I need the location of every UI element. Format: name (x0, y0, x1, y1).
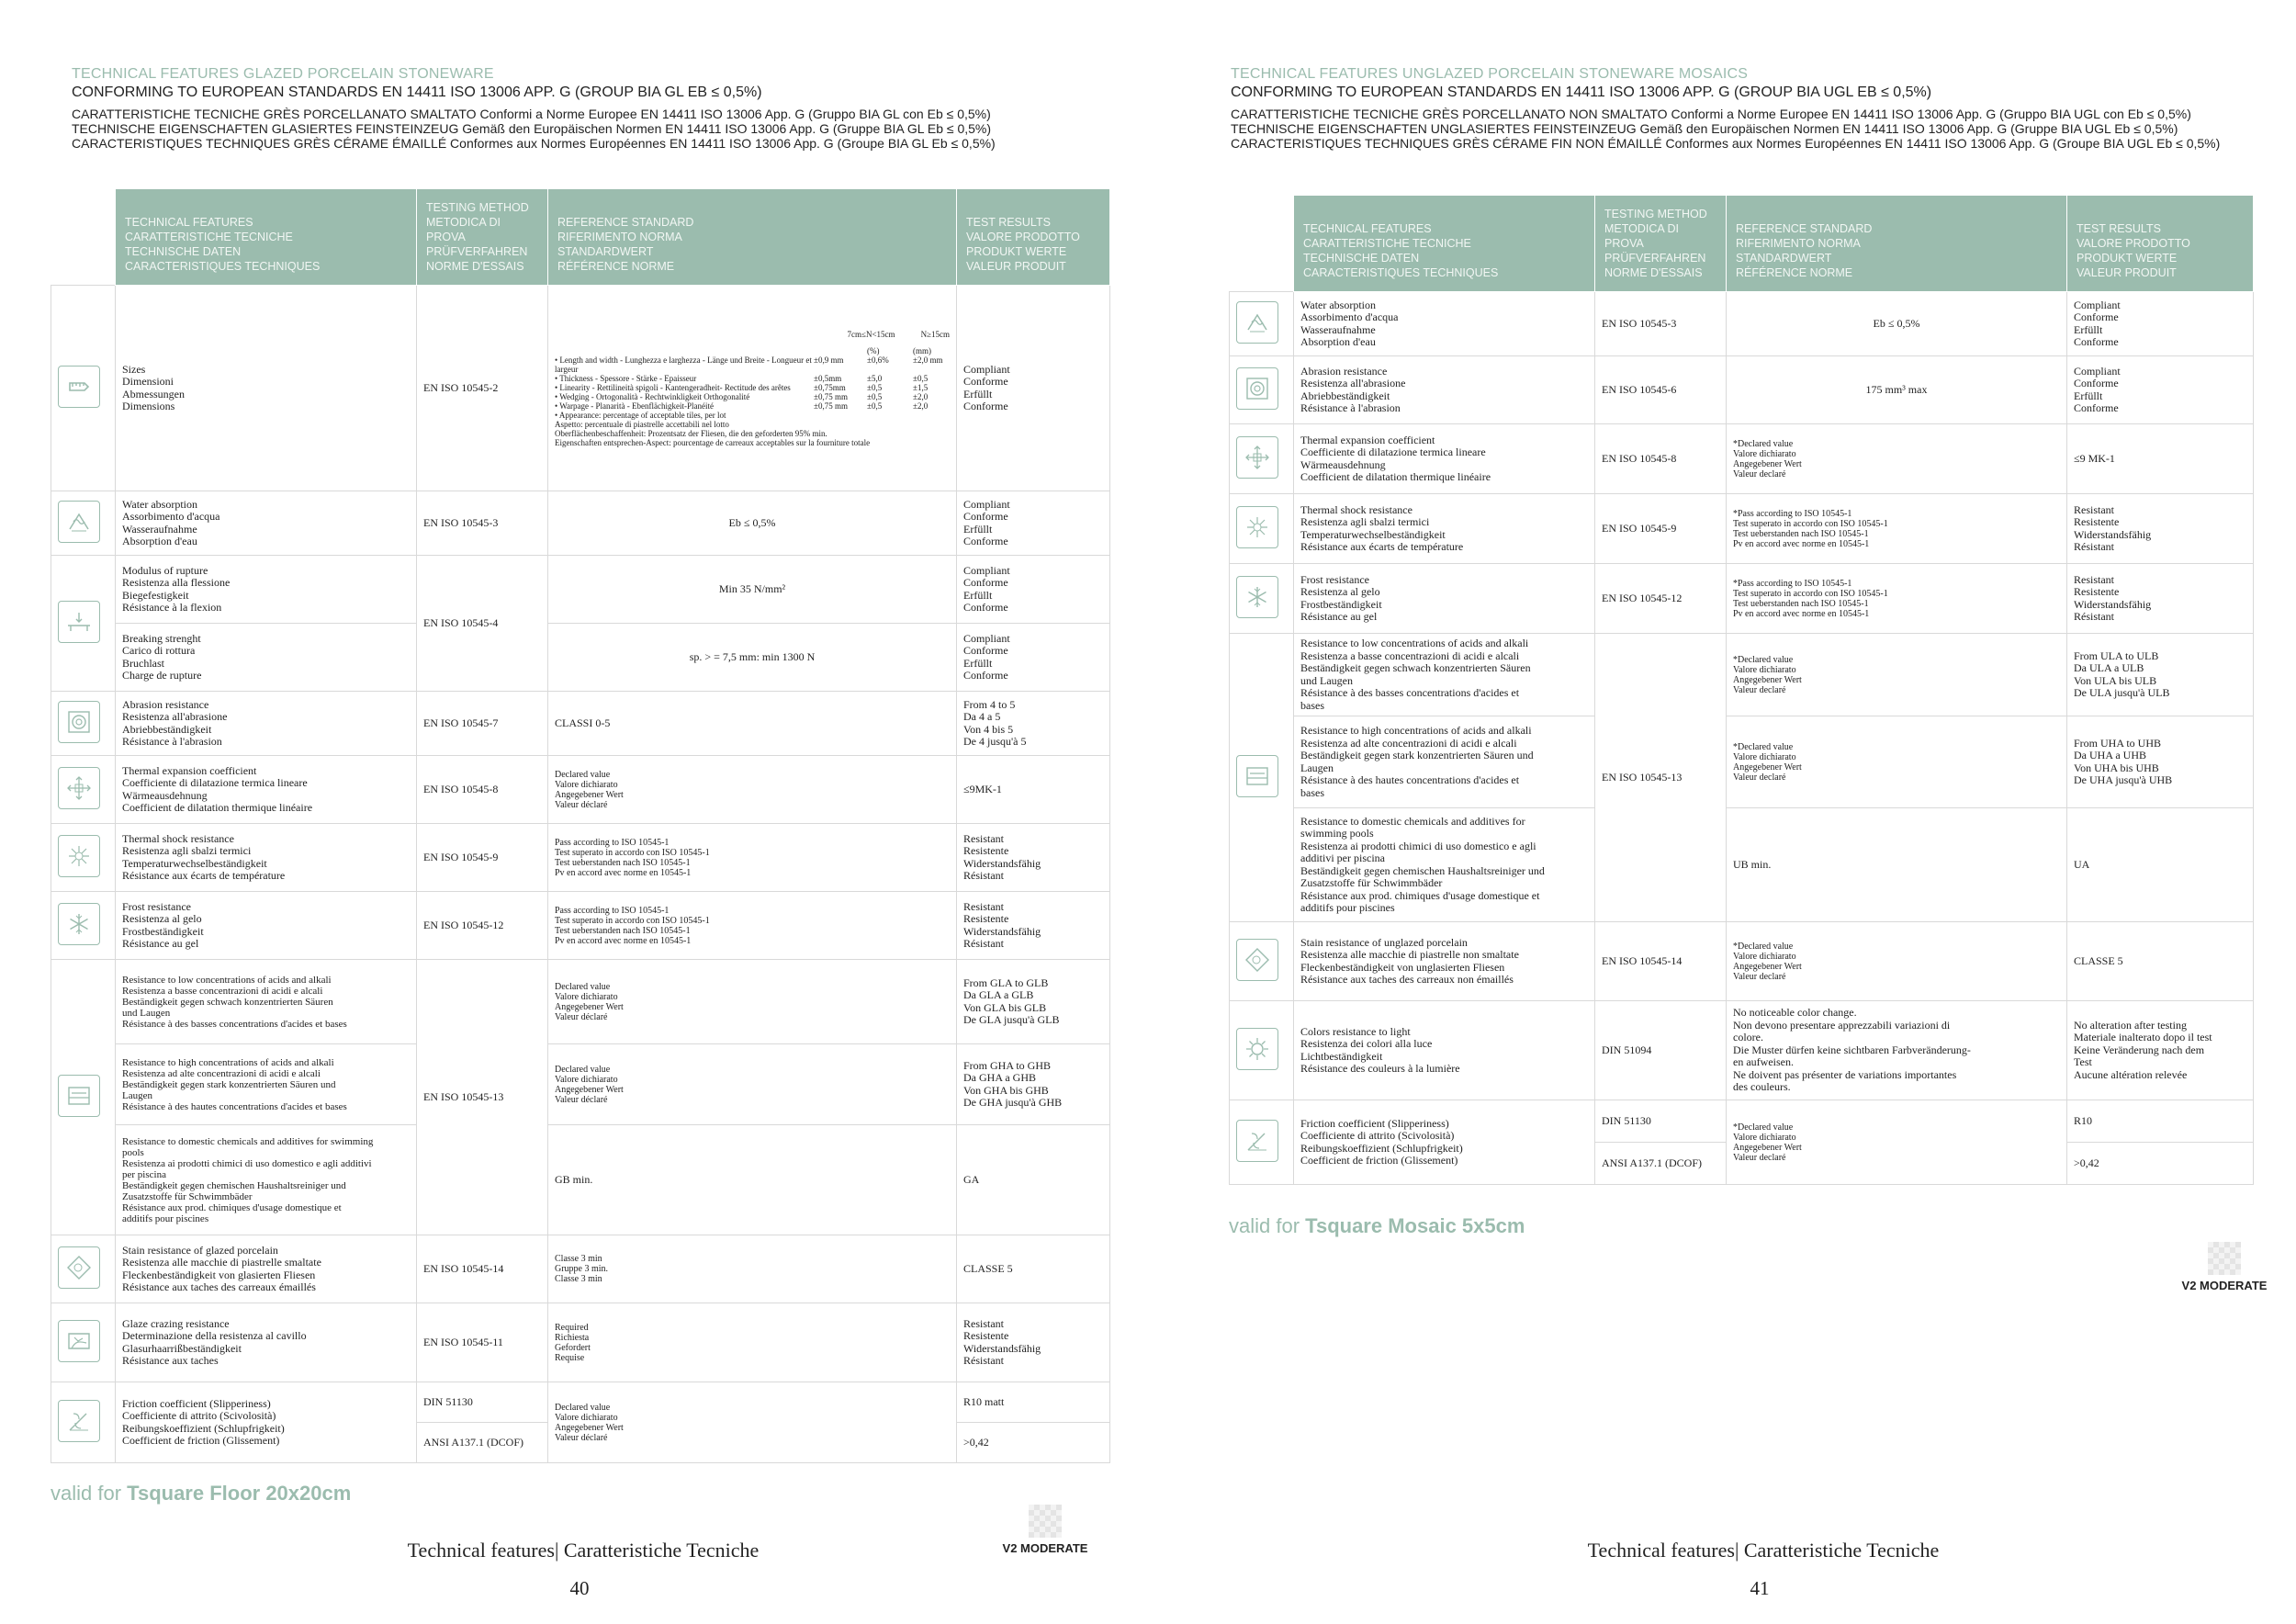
sizes-row: • Thickness - Spessore - Stärke - Epaisseur ±0,5mm ±5,0 ±0,5 (555, 373, 929, 383)
row-result-2: >0,42 (957, 1423, 1110, 1463)
row-result: ≤9MK-1 (957, 756, 1110, 824)
row-standard: sp. > = 7,5 mm: min 1300 N (548, 624, 957, 692)
row-result: From ULA to ULB Da ULA a ULB Von ULA bis ULB De ULA jusqu'à ULB (2067, 634, 2254, 716)
row-result: From GLA to GLB Da GLA a GLB Von GLA bis GLB De GLA jusqu'à GLB (957, 960, 1110, 1044)
right-header-line-de: TECHNISCHE EIGENSCHAFTEN UNGLASIERTES FEINSTEINZEUG Gemäß den Europäischen Normen EN 14411 ISO 13006 App. G (Gruppe BIA UGL Eb ≤ 0,5%) (1231, 121, 2178, 136)
friction-icon (58, 1400, 100, 1442)
row-method: EN ISO 10545-14 (1595, 922, 1727, 1001)
right-valid-for (1229, 1214, 1525, 1238)
row-standard: *Pass according to ISO 10545-1 Test superato in accordo con ISO 10545-1 Test ueberstanden nach ISO 10545-1 Pv en accord avec norme en 10545-1 (1727, 564, 2067, 634)
sizes-row: • Warpage - Planarità - Ebenflächigkeit-Planéité ±0,75 mm ±0,5 ±2,0 (555, 400, 929, 411)
row-feature: Stain resistance of glazed porcelain Resistenza alle macchie di piastrelle smaltate Fleckenbeständigkeit von glasierten Fliesen Résistance aux taches des carreaux émaillés (116, 1235, 417, 1303)
right-header-line-it: CARATTERISTICHE TECNICHE GRÈS PORCELLANATO NON SMALTATO Conformi a Norme Europee EN 14411 ISO 13006 App. G (Gruppo BIA UGL con Eb ≤ 0,5%) (1231, 107, 2191, 121)
row-method: EN ISO 10545-9 (1595, 494, 1727, 564)
sizes-head-1: 7cm≤N<15cm (847, 329, 895, 339)
sizes-appearance: • Appearance: percentage of acceptable tiles, per lot Aspetto: percentuale di piastrelle accettabili nel lotto Oberflächenbeschaffenheit: Prozentsatz der Fliesen, die den geforderten 95% min. Eigenschaften entsprechen-Aspect: pourcentage de carreaux acceptables sur la fourniture totale (555, 410, 871, 447)
row-method: EN ISO 10545-13 (1595, 634, 1727, 922)
row-method: DIN 51130 (1595, 1100, 1727, 1143)
right-technical-table (1229, 195, 2254, 1185)
row-standard: No noticeable color change. Non devono presentare apprezzabili variazioni di colore. Die Muster dürfen keine sichtbaren Farbveränderung- en aufweisen. Ne doivent pas présenter de variations importantes des couleurs. (1727, 1001, 2067, 1100)
row-method: EN ISO 10545-14 (417, 1235, 548, 1303)
row-feature: Friction coefficient (Slipperiness) Coefficiente di attrito (Scivolosità) Reibungskoeffizient (Schlupfrigkeit) Coefficient de friction (Glissement) (116, 1382, 417, 1463)
chemical-resistance-icon (1236, 755, 1278, 797)
row-method: EN ISO 10545-8 (417, 756, 548, 824)
row-feature: Resistance to low concentrations of acids and alkali Resistenza a basse concentrazioni di acidi e alcali Beständigkeit gegen schwach konzentrierten Säuren und Laugen Résistance à des basses concentrations d'acides et bases (1294, 634, 1595, 716)
frost-icon (58, 903, 100, 945)
row-feature: Resistance to high concentrations of acids and alkali Resistenza ad alte concentrazioni di acidi e alcali Beständigkeit gegen stark konzentrierten Säuren und Laugen Résistance à des hautes concentrations d'acides et bases (1294, 716, 1595, 808)
row-result: Compliant Conforme Erfüllt Conforme (957, 491, 1110, 556)
right-footer-title: Technical features| Caratteristiche Tecniche (1587, 1539, 1940, 1562)
row-feature: Thermal shock resistance Resistenza agli sbalzi termici Temperaturwechselbeständigkeit Résistance aux écarts de température (116, 824, 417, 892)
flexion-icon (58, 601, 100, 643)
badge-pattern-icon (1029, 1505, 1062, 1538)
row-feature: Resistance to domestic chemicals and additives for swimming pools Resistenza ai prodotti chimici di uso domestico e agli additivi per piscina Beständigkeit gegen chemischen Haushaltsreiniger und Zusatzstoffe für Schwimmbäder Résistance aux prod. chimiques d'usage domestique et additifs pour piscines (1294, 808, 1595, 922)
row-method: EN ISO 10545-3 (1595, 292, 1727, 356)
abrasion-icon (58, 701, 100, 743)
row-result: R10 matt (957, 1382, 1110, 1423)
left-header (72, 66, 1109, 151)
row-sizes-method: EN ISO 10545-2 (417, 286, 548, 491)
row-feature: Colors resistance to light Resistenza dei colori alla luce Lichtbeständigkeit Résistance des couleurs à la lumière (1294, 1001, 1595, 1100)
row-standard: *Declared value Valore dichiarato Angegebener Wert Valeur declaré (1727, 634, 2067, 716)
row-feature: Resistance to domestic chemicals and additives for swimming pools Resistenza ai prodotti chimici di uso domestico e agli additivi per piscina Beständigkeit gegen chemischen Haushaltsreiniger und Zusatzstoffe für Schwimmbäder Résistance aux prod. chimiques d'usage domestique et additifs pour piscines (116, 1125, 417, 1235)
thermal-shock-icon (58, 835, 100, 877)
row-feature: Friction coefficient (Slipperiness) Coefficiente di attrito (Scivolosità) Reibungskoeffizient (Schlupfrigkeit) Coefficient de friction (Glissement) (1294, 1100, 1595, 1185)
right-header-line-fr: CARACTERISTIQUES TECHNIQUES GRÈS CÉRAME FIN NON ÉMAILLÉ Conformes aux Normes Européennes EN 14411 ISO 13006 App. G (Groupe BIA UGL Eb ≤ 0,5%) (1231, 136, 2221, 151)
row-method: EN ISO 10545-12 (417, 892, 548, 960)
row-result: ≤9 MK-1 (2067, 424, 2254, 494)
thermal-expansion-icon (1236, 436, 1278, 479)
left-header-subtitle: TECHNICAL FEATURES GLAZED PORCELAIN STONEWARE (72, 66, 494, 82)
sizes-unit-1: (%) (867, 345, 880, 355)
row-feature: Water absorption Assorbimento d'acqua Wasseraufnahme Absorption d'eau (1294, 292, 1595, 356)
left-footer-title: Technical features| Caratteristiche Tecniche (407, 1539, 760, 1562)
row-feature: Glaze crazing resistance Determinazione della resistenza al cavillo Glasurhaarrißbeständigkeit Résistance aux taches (116, 1303, 417, 1382)
row-standard: Eb ≤ 0,5% (548, 491, 957, 556)
row-feature: Frost resistance Resistenza al gelo Frostbeständigkeit Résistance au gel (116, 892, 417, 960)
row-feature: Frost resistance Resistenza al gelo Frostbeständigkeit Résistance au gel (1294, 564, 1595, 634)
sizes-head-2: N≥15cm (920, 329, 950, 339)
valid-product: Tsquare Floor 20x20cm (127, 1482, 352, 1505)
row-method: EN ISO 10545-3 (417, 491, 548, 556)
water-drop-icon (58, 501, 100, 543)
right-header-subtitle: TECHNICAL FEATURES UNGLAZED PORCELAIN STONEWARE MOSAICS (1231, 66, 1749, 82)
row-result: Compliant Conforme Erfüllt Conforme (2067, 292, 2254, 356)
row-standard: Required Richiesta Gefordert Requise (548, 1303, 957, 1382)
left-header-line-it: CARATTERISTICHE TECNICHE GRÈS PORCELLANATO SMALTATO Conformi a Norme Europee EN 14411 ISO 13006 App. G (Gruppo BIA GL con Eb ≤ 0,5%) (72, 107, 991, 121)
row-result: Resistant Resistente Widerstandsfähig Résistant (957, 824, 1110, 892)
row-result: UA (2067, 808, 2254, 922)
sizes-row: • Length and width - Lunghezza e larghezza - Länge und Breite - Longueur et largeur ±0,9 mm ±0,6% ±2,0 mm (555, 355, 943, 374)
row-method-2: ANSI A137.1 (DCOF) (417, 1423, 548, 1463)
valid-product: Tsquare Mosaic 5x5cm (1305, 1214, 1525, 1237)
row-method: EN ISO 10545-6 (1595, 356, 1727, 424)
row-result: R10 (2067, 1100, 2254, 1143)
row-result: Resistant Resistente Widerstandsfähig Résistant (2067, 494, 2254, 564)
row-result: GA (957, 1125, 1110, 1235)
ruler-icon (58, 366, 100, 408)
row-standard: CLASSI 0-5 (548, 692, 957, 756)
thermal-expansion-icon (58, 767, 100, 809)
row-standard: UB min. (1727, 808, 2067, 922)
left-header-line-fr: CARACTERISTIQUES TECHNIQUES GRÈS CÉRAME ÉMAILLÉ Conformes aux Normes Européennes EN 14411 ISO 13006 App. G (Groupe BIA GL Eb ≤ 0,5%) (72, 136, 996, 151)
left-header-line-de: TECHNISCHE EIGENSCHAFTEN GLASIERTES FEINSTEINZEUG Gemäß den Europäischen Normen EN 14411 ISO 13006 App. G (Gruppe BIA GL Eb ≤ 0,5%) (72, 121, 992, 136)
row-method: EN ISO 10545-13 (417, 960, 548, 1235)
row-method: EN ISO 10545-7 (417, 692, 548, 756)
row-method: DIN 51130 (417, 1382, 548, 1423)
left-technical-table (51, 188, 1110, 1463)
badge-pattern-icon (2208, 1242, 2241, 1275)
col-header-standard: REFERENCE STANDARD RIFERIMENTO NORMA STANDARDWERT RÉFÉRENCE NORME (1727, 196, 2067, 292)
table-corner (51, 189, 116, 286)
row-standard: *Declared value Valore dichiarato Angegebener Wert Valeur declaré (1727, 716, 2067, 808)
row-feature: Breaking strenght Carico di rottura Bruchlast Charge de rupture (116, 624, 417, 692)
col-header-method: TESTING METHOD METODICA DI PROVA PRÜFVERFAHREN NORME D'ESSAIS (1595, 196, 1727, 292)
right-emission-badge (2174, 1242, 2275, 1292)
row-result: From GHA to GHB Da GHA a GHB Von GHA bis GHB De GHA jusqu'à GHB (957, 1044, 1110, 1125)
left-header-title: CONFORMING TO EUROPEAN STANDARDS EN 14411 ISO 13006 APP. G (GROUP BIA GL EB ≤ 0,5%) (72, 85, 762, 100)
row-feature: Water absorption Assorbimento d'acqua Wasseraufnahme Absorption d'eau (116, 491, 417, 556)
row-feature: Thermal shock resistance Resistenza agli sbalzi termici Temperaturwechselbeständigkeit Résistance aux écarts de température (1294, 494, 1595, 564)
row-sizes-result: Compliant Conforme Erfüllt Conforme (957, 286, 1110, 491)
row-standard: GB min. (548, 1125, 957, 1235)
stain-resistance-icon (58, 1246, 100, 1289)
right-header-title: CONFORMING TO EUROPEAN STANDARDS EN 14411 ISO 13006 APP. G (GROUP BIA UGL EB ≤ 0,5%) (1231, 85, 1932, 100)
row-standard: Declared value Valore dichiarato Angegebener Wert Valeur déclaré (548, 960, 957, 1044)
left-emission-badge (995, 1505, 1096, 1555)
row-standard: *Pass according to ISO 10545-1 Test superato in accordo con ISO 10545-1 Test ueberstanden nach ISO 10545-1 Pv en accord avec norme en 10545-1 (1727, 494, 2067, 564)
row-result: Resistant Resistente Widerstandsfähig Résistant (957, 1303, 1110, 1382)
row-standard: *Declared value Valore dichiarato Angegebener Wert Valeur declaré (1727, 1100, 2067, 1185)
row-standard: Pass according to ISO 10545-1 Test superato in accordo con ISO 10545-1 Test ueberstanden nach ISO 10545-1 Pv en accord avec norme en 10545-1 (548, 892, 957, 960)
col-header-features: TECHNICAL FEATURES CARATTERISTICHE TECNICHE TECHNISCHE DATEN CARACTERISTIQUES TECHNIQUES (1294, 196, 1595, 292)
row-standard: Pass according to ISO 10545-1 Test superato in accordo con ISO 10545-1 Test ueberstanden nach ISO 10545-1 Pv en accord avec norme en 10545-1 (548, 824, 957, 892)
sun-light-icon (1236, 1028, 1278, 1070)
row-result: No alteration after testing Materiale inalterato dopo il test Keine Veränderung nach dem Test Aucune altération relevée (2067, 1001, 2254, 1100)
col-header-method: TESTING METHOD METODICA DI PROVA PRÜFVERFAHREN NORME D'ESSAIS (417, 189, 548, 286)
row-standard: Declared value Valore dichiarato Angegebener Wert Valeur déclaré (548, 1044, 957, 1125)
abrasion-icon (1236, 367, 1278, 410)
row-method: DIN 51094 (1595, 1001, 1727, 1100)
sizes-unit-2: (mm) (913, 345, 931, 355)
row-method-2: ANSI A137.1 (DCOF) (1595, 1143, 1727, 1185)
row-standard: *Declared value Valore dichiarato Angegebener Wert Valeur declaré (1727, 922, 2067, 1001)
row-result: Resistant Resistente Widerstandsfähig Résistant (957, 892, 1110, 960)
row-method: EN ISO 10545-11 (417, 1303, 548, 1382)
row-feature: Thermal expansion coefficient Coefficiente di dilatazione termica lineare Wärmeausdehnung Coefficient de dilatation thermique linéaire (116, 756, 417, 824)
row-standard: 175 mm³ max (1727, 356, 2067, 424)
row-feature: Abrasion resistance Resistenza all'abrasione Abriebbeständigkeit Résistance à l'abrasion (116, 692, 417, 756)
row-standard: Declared value Valore dichiarato Angegebener Wert Valeur déclaré (548, 756, 957, 824)
row-feature: Resistance to low concentrations of acids and alkali Resistenza a basse concentrazioni di acidi e alcali Beständigkeit gegen schwach konzentrierten Säuren und Laugen Résistance à des basses concentrations d'acides et bases (116, 960, 417, 1044)
row-standard: Declared value Valore dichiarato Angegebener Wert Valeur déclaré (548, 1382, 957, 1463)
row-standard: *Declared value Valore dichiarato Angegebener Wert Valeur declaré (1727, 424, 2067, 494)
col-header-results: TEST RESULTS VALORE PRODOTTO PRODUKT WERTE VALEUR PRODUIT (957, 189, 1110, 286)
col-header-results: TEST RESULTS VALORE PRODOTTO PRODUKT WERTE VALEUR PRODUIT (2067, 196, 2254, 292)
row-sizes-standard (548, 286, 957, 491)
valid-prefix: valid for (51, 1482, 128, 1505)
row-result: CLASSE 5 (957, 1235, 1110, 1303)
stain-resistance-icon (1236, 939, 1278, 981)
col-header-features: TECHNICAL FEATURES CARATTERISTICHE TECNICHE TECHNISCHE DATEN CARACTERISTIQUES TECHNIQUES (116, 189, 417, 286)
row-method: EN ISO 10545-9 (417, 824, 548, 892)
right-header (1231, 66, 2268, 151)
row-standard: Min 35 N/mm² (548, 556, 957, 624)
row-result: CLASSE 5 (2067, 922, 2254, 1001)
valid-prefix: valid for (1229, 1214, 1306, 1237)
col-header-standard: REFERENCE STANDARD RIFERIMENTO NORMA STANDARDWERT RÉFÉRENCE NORME (548, 189, 957, 286)
frost-icon (1236, 576, 1278, 618)
row-result: From 4 to 5 Da 4 a 5 Von 4 bis 5 De 4 jusqu'à 5 (957, 692, 1110, 756)
water-drop-icon (1236, 301, 1278, 344)
row-feature: Modulus of rupture Resistenza alla flessione Biegefestigkeit Résistance à la flexion (116, 556, 417, 624)
row-standard: Classe 3 min Gruppe 3 min. Classe 3 min (548, 1235, 957, 1303)
row-method: EN ISO 10545-12 (1595, 564, 1727, 634)
sizes-row: • Wedging - Ortogonalità - Rechtwinkligkeit Orthogonalité ±0,75 mm ±0,5 ±2,0 (555, 391, 929, 401)
badge-label: V2 MODERATE (1002, 1541, 1088, 1555)
row-result: From UHA to UHB Da UHA a UHB Von UHA bis UHB De UHA jusqu'à UHB (2067, 716, 2254, 808)
row-feature: Stain resistance of unglazed porcelain Resistenza alle macchie di piastrelle non smaltate Fleckenbeständigkeit von unglasierten Fliesen Résistance aux taches des carreaux non émaillés (1294, 922, 1595, 1001)
row-standard: Eb ≤ 0,5% (1727, 292, 2067, 356)
row-sizes-feature: Sizes Dimensioni Abmessungen Dimensions (116, 286, 417, 491)
row-result: Compliant Conforme Erfüllt Conforme (957, 624, 1110, 692)
row-result-2: >0,42 (2067, 1143, 2254, 1185)
row-result: Compliant Conforme Erfüllt Conforme (2067, 356, 2254, 424)
right-page-number: 41 (1750, 1577, 1770, 1599)
chemical-resistance-icon (58, 1075, 100, 1117)
row-method: EN ISO 10545-4 (417, 556, 548, 692)
thermal-shock-icon (1236, 506, 1278, 548)
right-page (1148, 0, 2296, 1624)
row-feature: Abrasion resistance Resistenza all'abrasione Abriebbeständigkeit Résistance à l'abrasion (1294, 356, 1595, 424)
table-corner (1230, 196, 1294, 292)
glaze-crazing-icon (58, 1320, 100, 1362)
row-feature: Thermal expansion coefficient Coefficiente di dilatazione termica lineare Wärmeausdehnung Coefficient de dilatation thermique linéaire (1294, 424, 1595, 494)
sizes-row: • Linearity - Rettilineità spigoli - Kantengeradheit- Rectitude des arêtes ±0,75mm ±0,5 ±1,5 (555, 382, 929, 392)
row-result: Compliant Conforme Erfüllt Conforme (957, 556, 1110, 624)
left-valid-for (51, 1482, 351, 1506)
left-page-number: 40 (569, 1577, 590, 1599)
row-result: Resistant Resistente Widerstandsfähig Résistant (2067, 564, 2254, 634)
row-method: EN ISO 10545-8 (1595, 424, 1727, 494)
badge-label: V2 MODERATE (2181, 1279, 2268, 1292)
row-feature: Resistance to high concentrations of acids and alkali Resistenza ad alte concentrazioni di acidi e alcali Beständigkeit gegen stark konzentrierten Säuren und Laugen Résistance à des hautes concentrations d'acides et bases (116, 1044, 417, 1125)
friction-icon (1236, 1120, 1278, 1162)
